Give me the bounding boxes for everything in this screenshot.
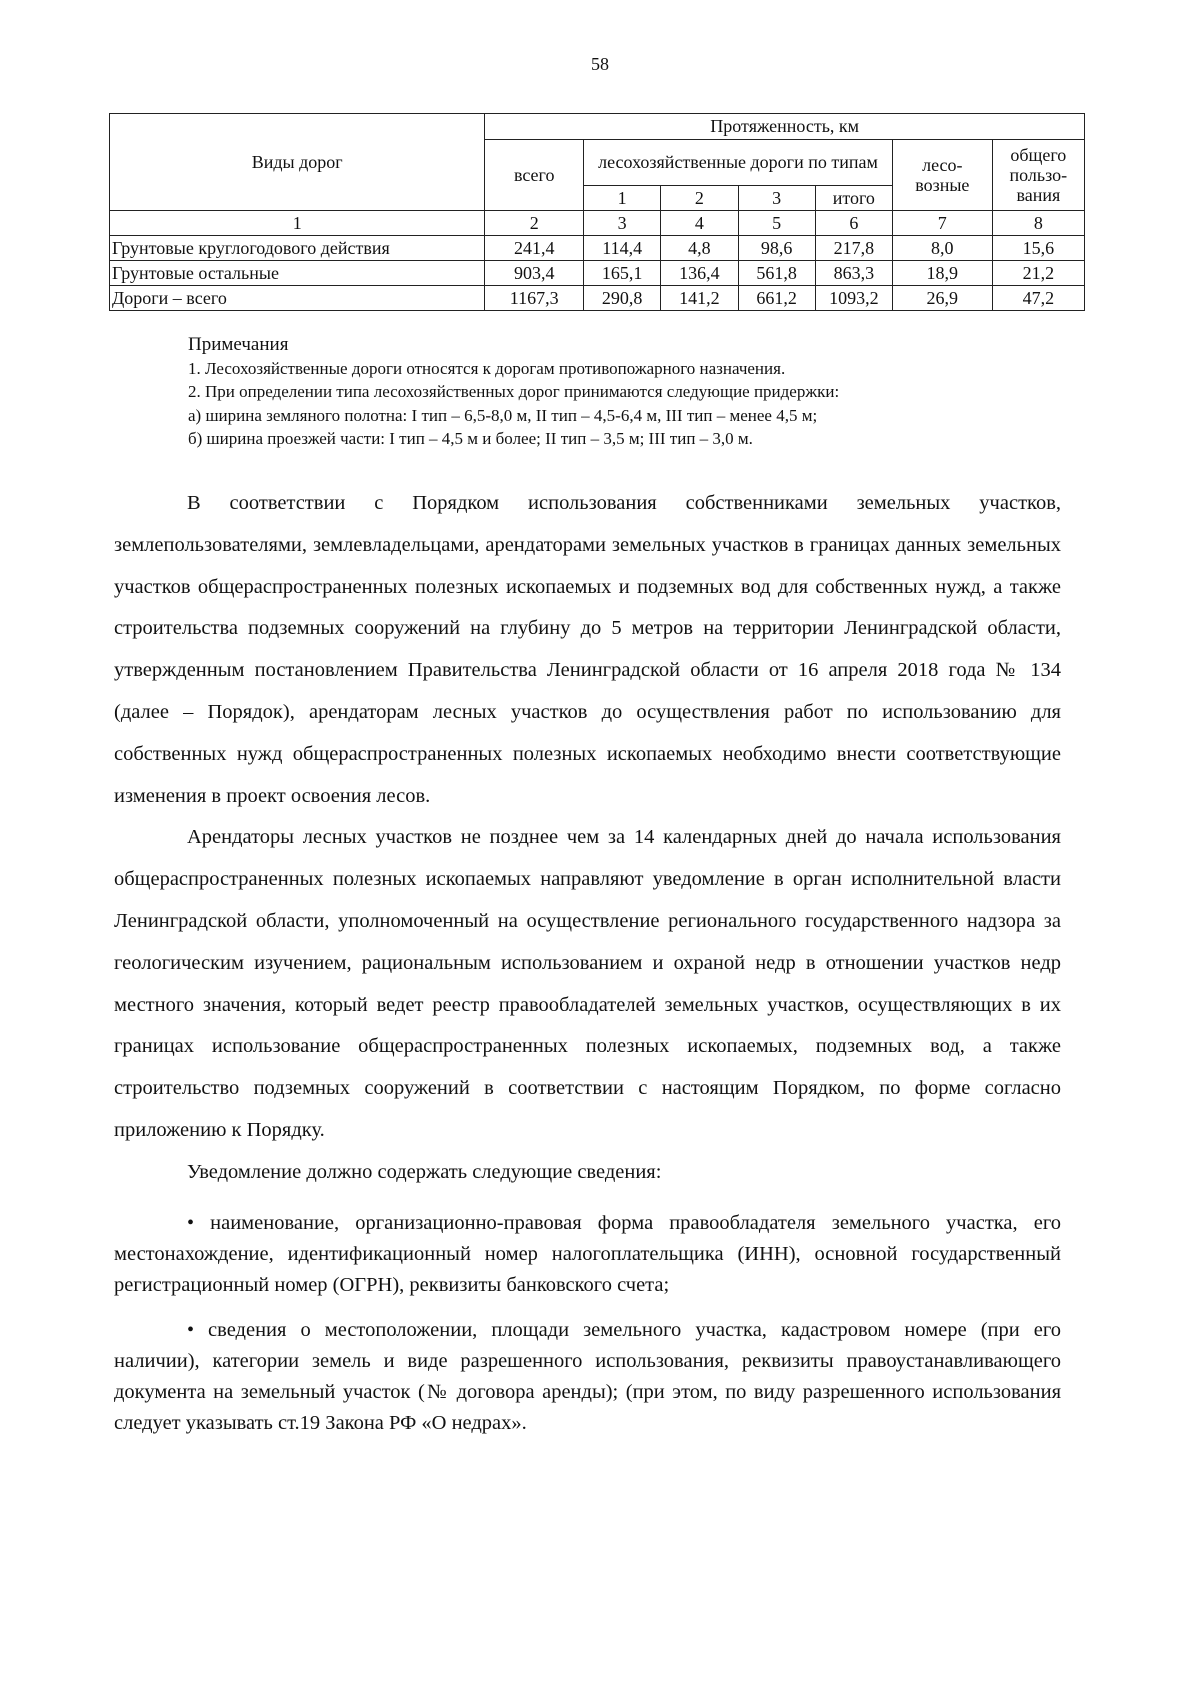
bullet-icon: • — [187, 1318, 195, 1341]
column-number-row — [110, 211, 1085, 236]
table-cell: 21,2 — [992, 261, 1084, 286]
table-cell: 217,8 — [815, 236, 892, 261]
column-number: 4 — [661, 211, 738, 236]
header-type-1: 1 — [584, 186, 661, 211]
table-cell: 661,2 — [738, 286, 815, 311]
table-cell: 114,4 — [584, 236, 661, 261]
roads-length-table — [109, 113, 1085, 311]
table-row-total — [110, 286, 1085, 311]
column-number: 3 — [584, 211, 661, 236]
table-cell: 8,0 — [892, 236, 992, 261]
row-label: Грунтовые круглогодового действия — [110, 236, 485, 261]
notes-title: Примечания — [188, 334, 289, 355]
table-cell: 26,9 — [892, 286, 992, 311]
header-total: всего — [485, 140, 584, 211]
column-number: 6 — [815, 211, 892, 236]
table-row — [110, 236, 1085, 261]
column-number: 7 — [892, 211, 992, 236]
row-label: Дороги – всего — [110, 286, 485, 311]
table-notes — [188, 333, 1088, 451]
table-cell: 903,4 — [485, 261, 584, 286]
table-cell: 1167,3 — [485, 286, 584, 311]
table-cell: 1093,2 — [815, 286, 892, 311]
table-cell: 18,9 — [892, 261, 992, 286]
header-forest-roads: лесохозяйственные дороги по типам — [584, 140, 893, 186]
body-text — [114, 483, 1061, 1439]
header-public: общего пользо-вания — [992, 140, 1084, 211]
table-cell: 4,8 — [661, 236, 738, 261]
paragraph: В соответствии с Порядком использования собственниками земельных участков, землепользователями, землевладельцами, арендаторами земельных участков в границах данных земельных участков общераспространенных полезных ископаемых и подземных вод для собственных нужд, а также строительства подземных сооружений на глубину до 5 метров на территории Ленинградской области, утвержденным постановлением Правительства Ленинградской области от 16 апреля 2018 года № 134 (далее – Порядок), арендаторам лесных участков до осуществления работ по использованию для собственных нужд общераспространенных полезных ископаемых необходимо внести соответствующие изменения в проект освоения лесов. — [114, 492, 1061, 807]
table-cell: 561,8 — [738, 261, 815, 286]
bullet-text: наименование, организационно-правовая форма правообладателя земельного участка, его местонахождение, идентификационный номер налогоплательщика (ИНН), основной государственный регистрационный номер (ОГРН), реквизиты банковского счета; — [114, 1211, 1062, 1296]
table-cell: 47,2 — [992, 286, 1084, 311]
note-item: а) ширина земляного полотна: I тип – 6,5-8,0 м, II тип – 4,5-6,4 м, III тип – менее 4,5 м; — [188, 405, 818, 425]
table-cell: 241,4 — [485, 236, 584, 261]
bullet-icon: • — [187, 1211, 195, 1234]
table-cell: 165,1 — [584, 261, 661, 286]
table-cell: 863,3 — [815, 261, 892, 286]
page-number: 58 — [591, 54, 609, 74]
column-number: 1 — [110, 211, 485, 236]
bullet-text: сведения о местоположении, площади земельного участка, кадастровом номере (при его наличии), категории земель и виде разрешенного использования, реквизиты правоустанавливающего документа на земельный участок (№ договора аренды); (при этом, по виду разрешенного использования следует указывать ст.19 Закона РФ «О недрах». — [114, 1318, 1061, 1434]
table-cell: 15,6 — [992, 236, 1084, 261]
column-number: 5 — [738, 211, 815, 236]
header-type-2: 2 — [661, 186, 738, 211]
table-cell: 141,2 — [661, 286, 738, 311]
note-item: б) ширина проезжей части: I тип – 4,5 м и более; II тип – 3,5 м; III тип – 3,0 м. — [188, 429, 753, 448]
bullet-item — [114, 1315, 1061, 1439]
column-number: 8 — [992, 211, 1084, 236]
column-number: 2 — [485, 211, 584, 236]
paragraph: Арендаторы лесных участков не позднее чем за 14 календарных дней до начала использования общераспространенных полезных ископаемых направляют уведомление в орган исполнительной власти Ленинградской области, уполномоченный на осуществление регионального государственного надзора за геологическим изучением, рациональным использованием и охраной недр в отношении участков недр местного значения, который ведет реестр правообладателей земельных участков, осуществляющих в их границах использование общераспространенных полезных ископаемых, подземных вод, а также строительство подземных сооружений в соответствии с настоящим Порядком, по форме согласно приложению к Порядку. — [114, 826, 1061, 1141]
paragraph: Уведомление должно содержать следующие сведения: — [187, 1160, 662, 1183]
header-length: Протяженность, км — [485, 114, 1085, 140]
row-label: Грунтовые остальные — [110, 261, 485, 286]
note-item: 2. При определении типа лесохозяйственных дорог принимаются следующие придержки: — [188, 382, 840, 401]
table-cell: 98,6 — [738, 236, 815, 261]
table-row — [110, 261, 1085, 286]
header-subtotal: итого — [815, 186, 892, 211]
header-type-3: 3 — [738, 186, 815, 211]
header-road-types: Виды дорог — [110, 114, 485, 211]
table-cell: 136,4 — [661, 261, 738, 286]
note-item: 1. Лесохозяйственные дороги относятся к дорогам противопожарного назначения. — [188, 358, 786, 378]
table-cell: 290,8 — [584, 286, 661, 311]
header-logging: лесо-возные — [892, 140, 992, 211]
bullet-item — [114, 1208, 1061, 1301]
